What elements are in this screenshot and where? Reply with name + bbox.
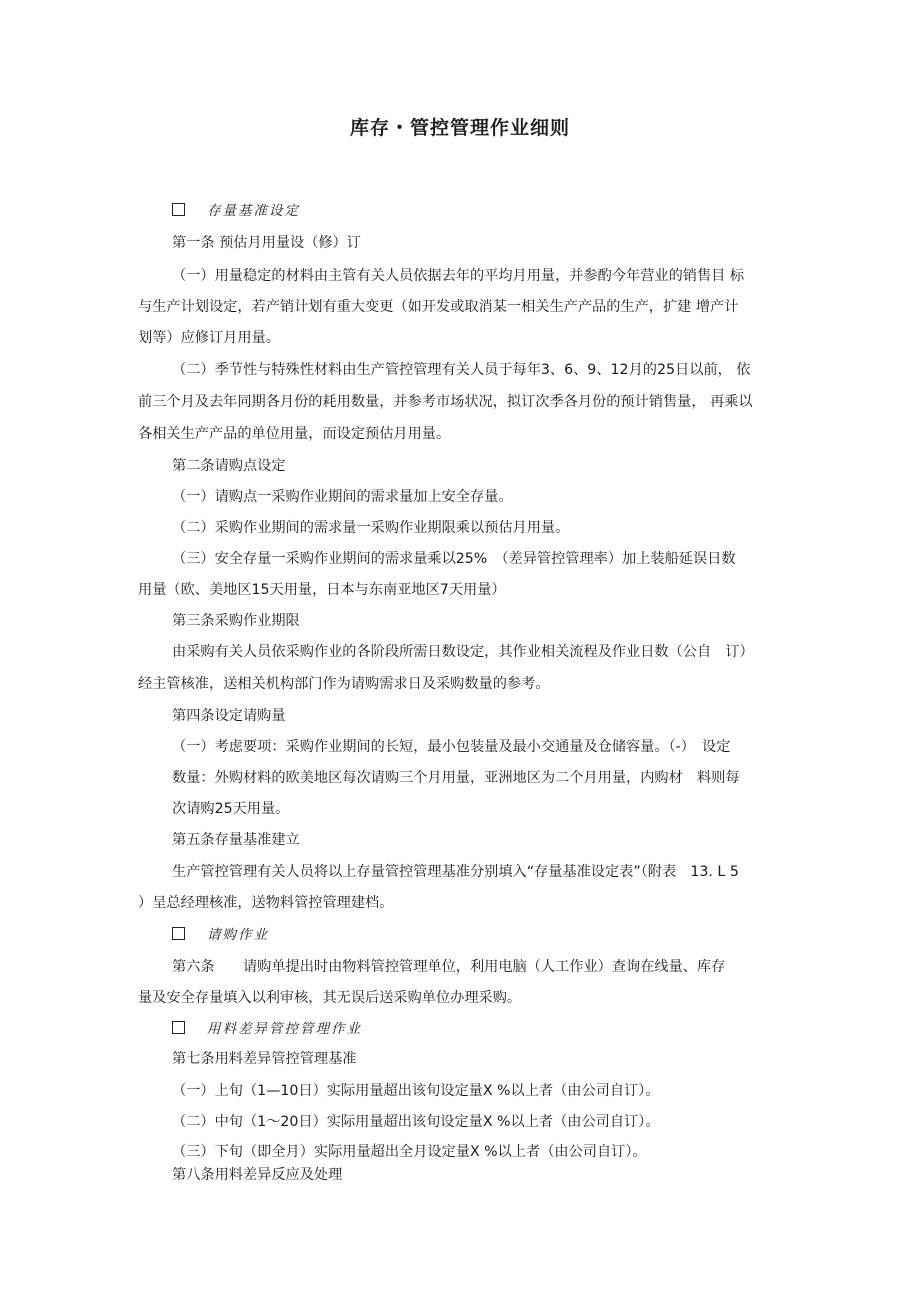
paragraph-line: 用量（欧、美地区15天用量，日本与东南亚地区7天用量） <box>138 582 506 598</box>
checkbox-icon <box>172 927 185 940</box>
paragraph-line: 划等）应修订月用量。 <box>138 330 280 346</box>
article-heading: 第八条用料差异反应及处理 <box>172 1167 343 1183</box>
paragraph-line: （一）考虑要项：采购作业期间的长短，最小包装量及最小交通量及仓储容量。（-） 设定 <box>172 739 731 755</box>
article-heading: 第四条设定请购量 <box>172 708 286 724</box>
paragraph-line: （一）请购点一采购作业期间的需求量加上安全存量。 <box>172 489 513 505</box>
checkbox-icon <box>172 1021 185 1034</box>
paragraph-line: （三）下旬（即全月）实际用量超出全月设定量X %以上者（由公司自订）。 <box>172 1144 647 1160</box>
paragraph-line: 经主管核准，送相关机构部门作为请购需求日及采购数量的参考。 <box>138 676 550 692</box>
paragraph-line: 数量：外购材料的欧美地区每次请购三个月用量，亚洲地区为二个月用量，内购材 料则每 <box>172 770 740 786</box>
article-heading: 第二条请购点设定 <box>172 458 286 474</box>
paragraph-line: 各相关生产产品的单位用量，而设定预估月用量。 <box>138 426 451 442</box>
paragraph-line: ）呈总经理核准，送物料管控管理建档。 <box>138 895 394 911</box>
paragraph-line: （二）季节性与特殊性材料由生产管控管理有关人员于每年3、6、9、12月的25日以前， 依 <box>172 362 751 378</box>
article-heading: 第一条 预估月用量设（修）订 <box>172 235 361 251</box>
paragraph-line: 生产管控管理有关人员将以上存量管控管理基准分别填入“存量基准设定表”（附表 13. L 5 <box>172 864 739 880</box>
paragraph-line: （一）用量稳定的材料由主管有关人员依据去年的平均月用量，并参酌今年营业的销售目 标 <box>172 268 745 284</box>
paragraph-line: 第六条 请购单提出时由物料管控管理单位，利用电脑（人工作业）查询在线量、库存 <box>172 959 726 975</box>
section-heading: 用料差异管控管理作业 <box>172 1017 362 1037</box>
paragraph-line: （三）安全存量一采购作业期间的需求量乘以25% （差异管控管理率）加上装船延误日数 <box>172 551 736 567</box>
paragraph-line: 与生产计划设定，若产销计划有重大变更（如开发或取消某一相关生产产品的生产，扩建 增产计 <box>138 299 739 315</box>
checkbox-icon <box>172 203 185 216</box>
article-heading: 第三条采购作业期限 <box>172 613 300 629</box>
paragraph-line: （二）中旬（1～20日）实际用量超出该旬设定量X %以上者（由公司自订）。 <box>172 1114 660 1130</box>
paragraph-line: 由采购有关人员依采购作业的各阶段所需日数设定，其作业相关流程及作业日数（公自 订） <box>172 644 754 660</box>
paragraph-line: 前三个月及去年同期各月份的耗用数量，并参考市场状况，拟订次季各月份的预计销售量， 再乘以 <box>138 394 753 410</box>
section-heading: 请购作业 <box>172 923 269 943</box>
paragraph-line: 量及安全存量填入以利审核，其无误后送采购单位办理采购。 <box>138 990 522 1006</box>
section-heading: 存量基准设定 <box>172 199 300 219</box>
article-heading: 第五条存量基准建立 <box>172 832 300 848</box>
page-title: 库存・管控管理作业细则 <box>349 117 570 139</box>
paragraph-line: （一）上旬（1—10日）实际用量超出该旬设定量X %以上者（由公司自订）。 <box>172 1083 660 1099</box>
paragraph-line: （二）采购作业期间的需求量一采购作业期限乘以预估月用量。 <box>172 520 570 536</box>
paragraph-line: 次请购25天用量。 <box>172 801 290 817</box>
article-heading: 第七条用料差异管控管理基准 <box>172 1051 357 1067</box>
